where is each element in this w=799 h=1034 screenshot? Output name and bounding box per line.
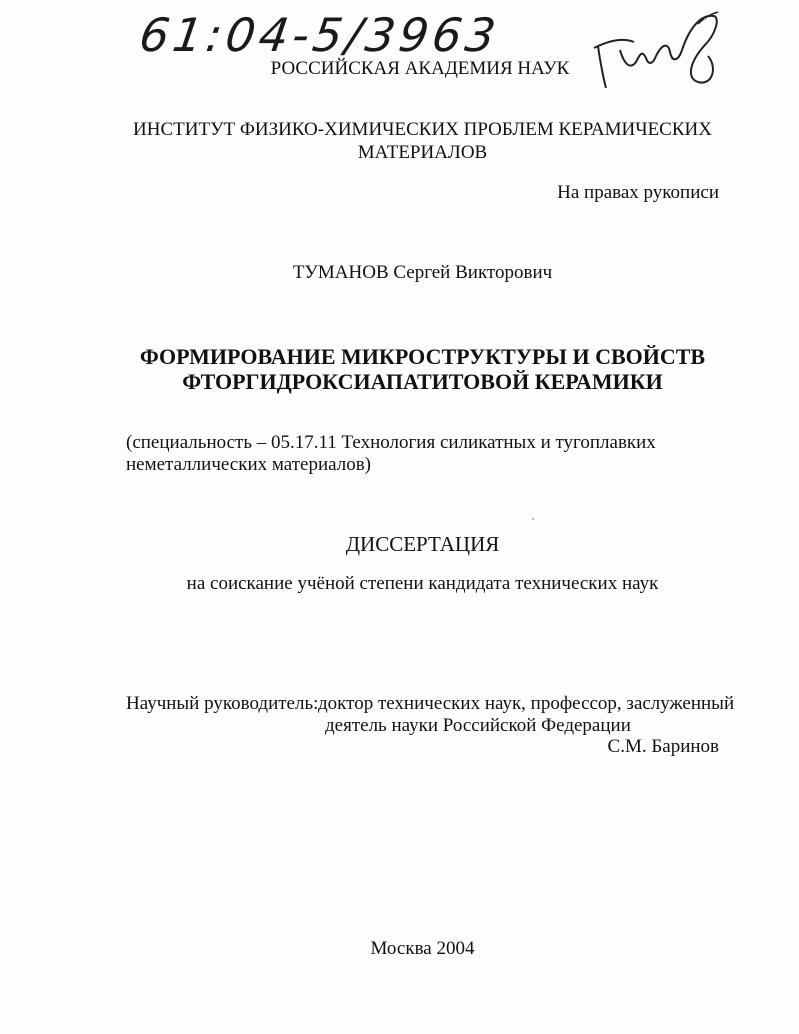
supervisor-label: Научный руководитель:	[126, 693, 319, 714]
degree-description: на соискание учёной степени кандидата технических наук	[186, 573, 659, 594]
scan-speck	[704, 18, 706, 20]
scan-speck	[532, 518, 534, 520]
specialty-line-1: (специальность – 05.17.11 Технология силикатных и тугоплавких	[126, 432, 656, 453]
city-and-year: Москва 2004	[370, 938, 475, 959]
specialty-line-2: неметаллических материалов)	[126, 454, 371, 475]
title-line-2: ФТОРГИДРОКСИАПАТИТОВОЙ КЕРАМИКИ	[182, 369, 663, 394]
document-type: ДИССЕРТАЦИЯ	[345, 532, 500, 556]
handwritten-signature	[590, 6, 730, 96]
supervisor-title-line-2: деятель науки Российской Федерации	[325, 715, 631, 736]
supervisor-title-line-1: доктор технических наук, профессор, заслуженный	[318, 693, 735, 714]
institute-name	[0, 118, 799, 164]
author-name: ТУМАНОВ Сергей Викторович	[292, 262, 553, 283]
manuscript-rights-note: На правах рукописи	[557, 182, 719, 203]
dissertation-title	[0, 344, 799, 394]
academy-name: РОССИЙСКАЯ АКАДЕМИЯ НАУК	[270, 58, 570, 79]
specialty-note	[126, 432, 686, 476]
supervisor-name: С.М. Баринов	[607, 736, 719, 757]
institute-line-1: ИНСТИТУТ ФИЗИКО-ХИМИЧЕСКИХ ПРОБЛЕМ КЕРАМИЧЕСКИХ	[133, 119, 712, 140]
title-line-1: ФОРМИРОВАНИЕ МИКРОСТРУКТУРЫ И СВОЙСТВ	[139, 344, 706, 369]
institute-line-2: МАТЕРИАЛОВ	[357, 142, 488, 163]
catalog-number-stamp: 61:04-5/3963	[136, 8, 503, 62]
